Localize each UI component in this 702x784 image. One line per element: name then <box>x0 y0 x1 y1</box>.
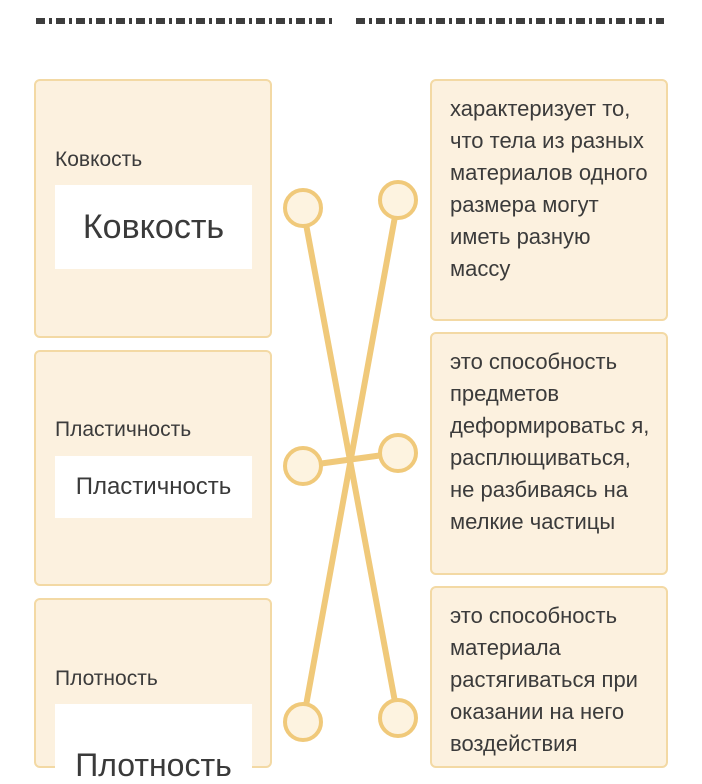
right-card-text: характеризует то, что тела из разных материалов одного размера могут иметь разную массу <box>450 96 648 281</box>
left-connector-handle[interactable] <box>285 448 321 484</box>
left-connector-handle[interactable] <box>285 704 321 740</box>
left-card-image-text: Ковкость <box>82 207 225 246</box>
left-card-label: Ковкость <box>55 148 143 171</box>
right-card-text: это способность материала растягиваться при оказании на него воздействия <box>450 603 638 756</box>
right-connector-handle[interactable] <box>380 435 416 471</box>
left-card-image-text: Плотность <box>75 747 232 783</box>
left-card-label: Плотность <box>55 667 158 690</box>
left-card-label: Пластичность <box>55 418 192 441</box>
right-card-text: это способность предметов деформироватьс я, расплющиваться, не разбиваясь на мелкие частицы <box>450 349 650 534</box>
left-connector-handle[interactable] <box>285 190 321 226</box>
right-connector-handle[interactable] <box>380 182 416 218</box>
left-card-image-text: Пластичность <box>75 473 232 500</box>
right-connector-handle[interactable] <box>380 700 416 736</box>
